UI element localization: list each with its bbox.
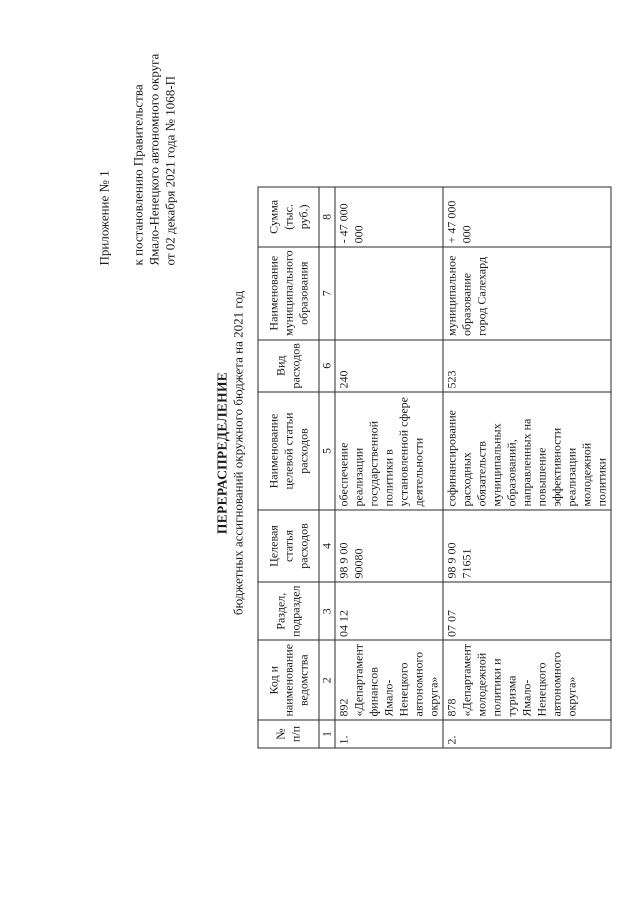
resolution-line: к постановлению Правительства — [130, 83, 145, 265]
section-cell: 07 07 — [443, 581, 611, 639]
resolution-line: от 02 декабря 2021 года № 1068-П — [162, 75, 177, 265]
redistribution-table — [257, 186, 611, 748]
row-number: 2. — [443, 720, 611, 748]
municipality-cell: муниципальное образование город Салехард — [443, 246, 611, 339]
document-title: ПЕРЕРАСПРЕДЕЛЕНИЕ — [214, 371, 229, 534]
annex-number: Приложение № 1 — [96, 169, 111, 265]
row-number: 1. — [335, 720, 443, 748]
column-header-expense-type: Вид расходов — [258, 339, 319, 391]
column-header-department: Код и наименование ведомства — [258, 640, 319, 720]
section-cell: 04 12 — [335, 581, 443, 639]
column-number: 7 — [319, 246, 335, 339]
column-number: 1 — [319, 720, 335, 748]
column-header-municipality: Наименование муниципального образования — [258, 246, 319, 339]
table-row — [443, 186, 611, 747]
column-number-row — [319, 186, 335, 747]
column-header-target-code: Целевая статья расходов — [258, 509, 319, 581]
column-header-amount: Сумма (тыс. руб.) — [258, 186, 319, 246]
department-cell: 892 «Департамент финансов Ямало-Ненецкого автономного округа» — [335, 640, 443, 720]
column-number: 3 — [319, 581, 335, 639]
table-row — [335, 186, 443, 747]
column-number: 6 — [319, 339, 335, 391]
column-header-target-name: Наименование целевой статьи расходов — [258, 391, 319, 509]
column-number: 5 — [319, 391, 335, 509]
resolution-line: Ямало-Ненецкого автономного округа — [146, 53, 161, 265]
expense-type-cell: 523 — [443, 339, 611, 391]
column-number: 8 — [319, 186, 335, 246]
column-number: 2 — [319, 640, 335, 720]
amount-cell: + 47 000 000 — [443, 186, 611, 246]
target-code-cell: 98 9 00 90080 — [335, 509, 443, 581]
column-header-number: № п/п — [258, 720, 319, 748]
target-name-cell: обеспечение реализации государственной политики в установленной сфере деятельности — [335, 391, 443, 509]
municipality-cell — [335, 246, 443, 339]
department-cell: 878 «Департамент молодежной политики и туризма Ямало-Ненецкого автономного округа» — [443, 640, 611, 720]
document-subtitle: бюджетных ассигнований окружного бюджета на 2021 год — [230, 290, 245, 615]
column-header-section: Раздел, подраздел — [258, 581, 319, 639]
expense-type-cell: 240 — [335, 339, 443, 391]
target-name-cell: софинансирование расходных обязательств муниципальных образований, направленных на повышение эффективности реализации молодежной политики — [443, 391, 611, 509]
resolution-reference — [130, 5, 178, 265]
table-header-row — [258, 186, 319, 747]
amount-cell: - 47 000 000 — [335, 186, 443, 246]
column-number: 4 — [319, 509, 335, 581]
target-code-cell: 98 9 00 71651 — [443, 509, 611, 581]
